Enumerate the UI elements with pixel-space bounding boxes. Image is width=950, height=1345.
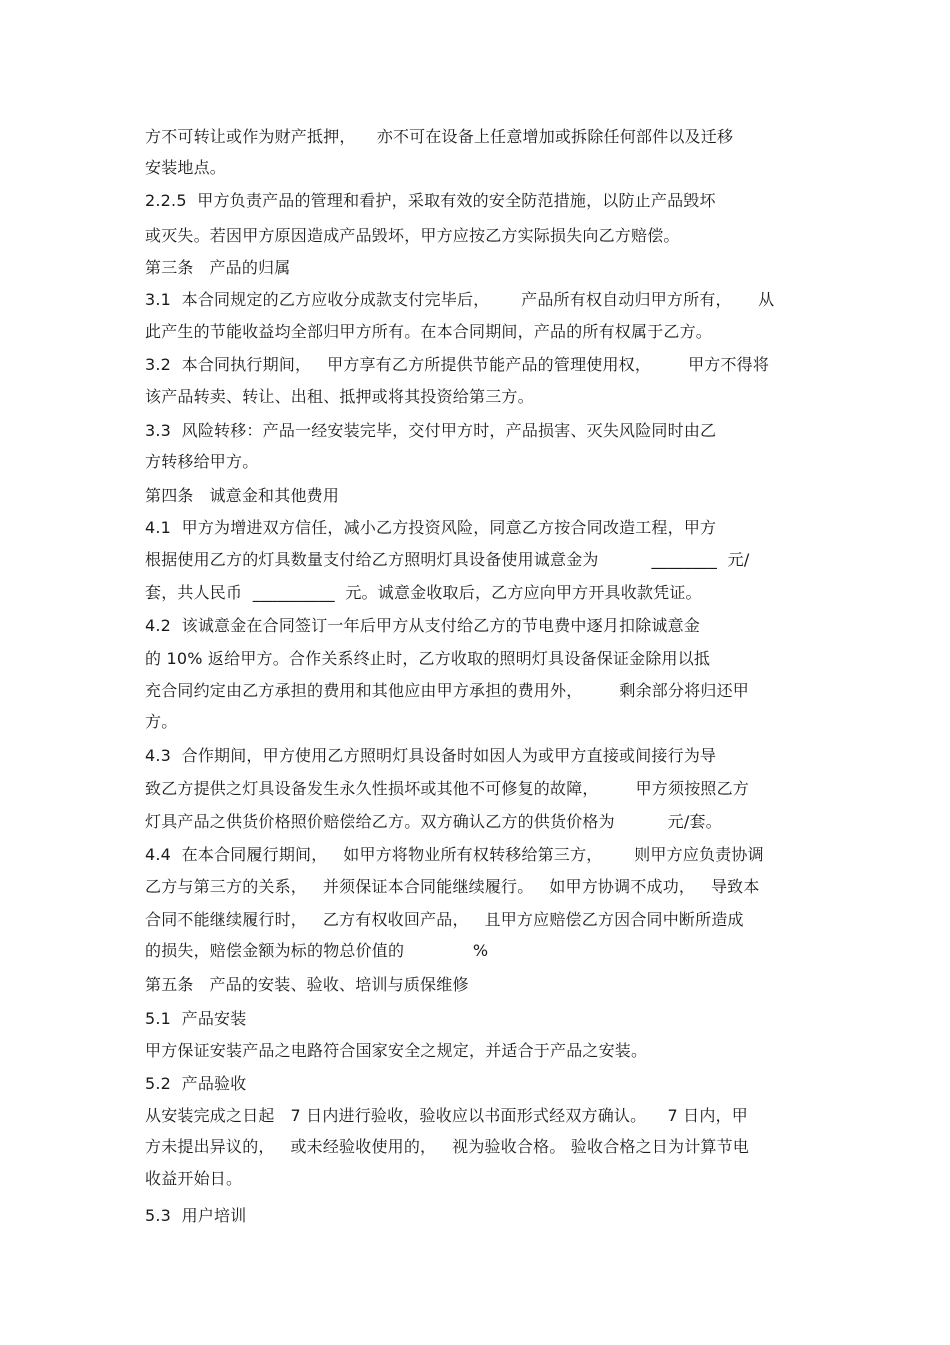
clause-5-3: 5.3 用户培训 bbox=[145, 1206, 247, 1225]
text-line: 的损失，赔偿金额为标的物总价值的 % bbox=[145, 941, 489, 960]
clause-4-3: 4.3 合作期间，甲方使用乙方照明灯具设备时如因人为或甲方直接或间接行为导 bbox=[145, 746, 717, 765]
clause-4-4: 4.4 在本合同履行期间， 如甲方将物业所有权转移给第三方， 则甲方应负责协调 bbox=[145, 845, 764, 864]
text-line: 方转移给甲方。 bbox=[145, 452, 259, 471]
text-line: 方。 bbox=[145, 712, 178, 731]
text-line: 安装地点。 bbox=[145, 158, 227, 177]
text-line: 乙方与第三方的关系， 并须保证本合同能继续履行。 如甲方协调不成功， 导致本 bbox=[145, 877, 760, 896]
text-line: 或灭失。若因甲方原因造成产品毁坏，甲方应按乙方实际损失向乙方赔偿。 bbox=[145, 226, 680, 245]
text-line: 从安装完成之日起 7 日内进行验收，验收应以书面形式经双方确认。 7 日内，甲 bbox=[145, 1106, 748, 1125]
section-heading-3: 第三条 产品的归属 bbox=[145, 258, 291, 277]
clause-3-3: 3.3 风险转移：产品一经安装完毕，交付甲方时，产品损害、灭失风险同时由乙 bbox=[145, 421, 717, 440]
clause-5-1: 5.1 产品安装 bbox=[145, 1009, 247, 1028]
text-line: 套，共人民币 __________ 元。诚意金收取后，乙方应向甲方开具收款凭证。 bbox=[145, 583, 702, 602]
text-line: 充合同约定由乙方承担的费用和其他应由甲方承担的费用外， 剩余部分将归还甲 bbox=[145, 681, 750, 700]
text-line: 方不可转让或作为财产抵押， 亦不可在设备上任意增加或拆除任何部件以及迁移 bbox=[145, 127, 734, 146]
text-line: 灯具产品之供货价格照价赔偿给乙方。双方确认乙方的供货价格为 元/套。 bbox=[145, 812, 722, 831]
clause-3-1: 3.1 本合同规定的乙方应收分成款支付完毕后， 产品所有权自动归甲方所有， 从 bbox=[145, 290, 775, 309]
text-line: 甲方保证安装产品之电路符合国家安全之规定，并适合于产品之安装。 bbox=[145, 1041, 648, 1060]
clause-4-1: 4.1 甲方为增进双方信任，减小乙方投资风险，同意乙方按合同改造工程，甲方 bbox=[145, 518, 717, 537]
text-line: 该产品转卖、转让、出租、抵押或将其投资给第三方。 bbox=[145, 387, 534, 406]
clause-5-2: 5.2 产品验收 bbox=[145, 1074, 247, 1093]
text-line: 致乙方提供之灯具设备发生永久性损坏或其他不可修复的故障， 甲方须按照乙方 bbox=[145, 779, 750, 798]
clause-2-2-5: 2.2.5 甲方负责产品的管理和看护，采取有效的安全防范措施，以防止产品毁坏 bbox=[145, 191, 716, 210]
clause-3-2: 3.2 本合同执行期间， 甲方享有乙方所提供节能产品的管理使用权， 甲方不得将 bbox=[145, 355, 770, 374]
text-line: 合同不能继续履行时， 乙方有权收回产品， 且甲方应赔偿乙方因合同中断所造成 bbox=[145, 910, 744, 929]
text-line: 根据使用乙方的灯具数量支付给乙方照明灯具设备使用诚意金为 ________ 元/ bbox=[145, 550, 750, 569]
text-line: 方未提出异议的， 或未经验收使用的， 视为验收合格。 验收合格之日为计算节电 bbox=[145, 1137, 750, 1156]
section-heading-5: 第五条 产品的安装、验收、培训与质保维修 bbox=[145, 975, 469, 994]
clause-4-2: 4.2 该诚意金在合同签订一年后甲方从支付给乙方的节电费中逐月扣除诚意金 bbox=[145, 616, 701, 635]
text-line: 的 10% 返给甲方。合作关系终止时，乙方收取的照明灯具设备保证金除用以抵 bbox=[145, 649, 711, 668]
text-line: 收益开始日。 bbox=[145, 1169, 243, 1188]
text-line: 此产生的节能收益均全部归甲方所有。在本合同期间，产品的所有权属于乙方。 bbox=[145, 322, 713, 341]
section-heading-4: 第四条 诚意金和其他费用 bbox=[145, 486, 340, 505]
